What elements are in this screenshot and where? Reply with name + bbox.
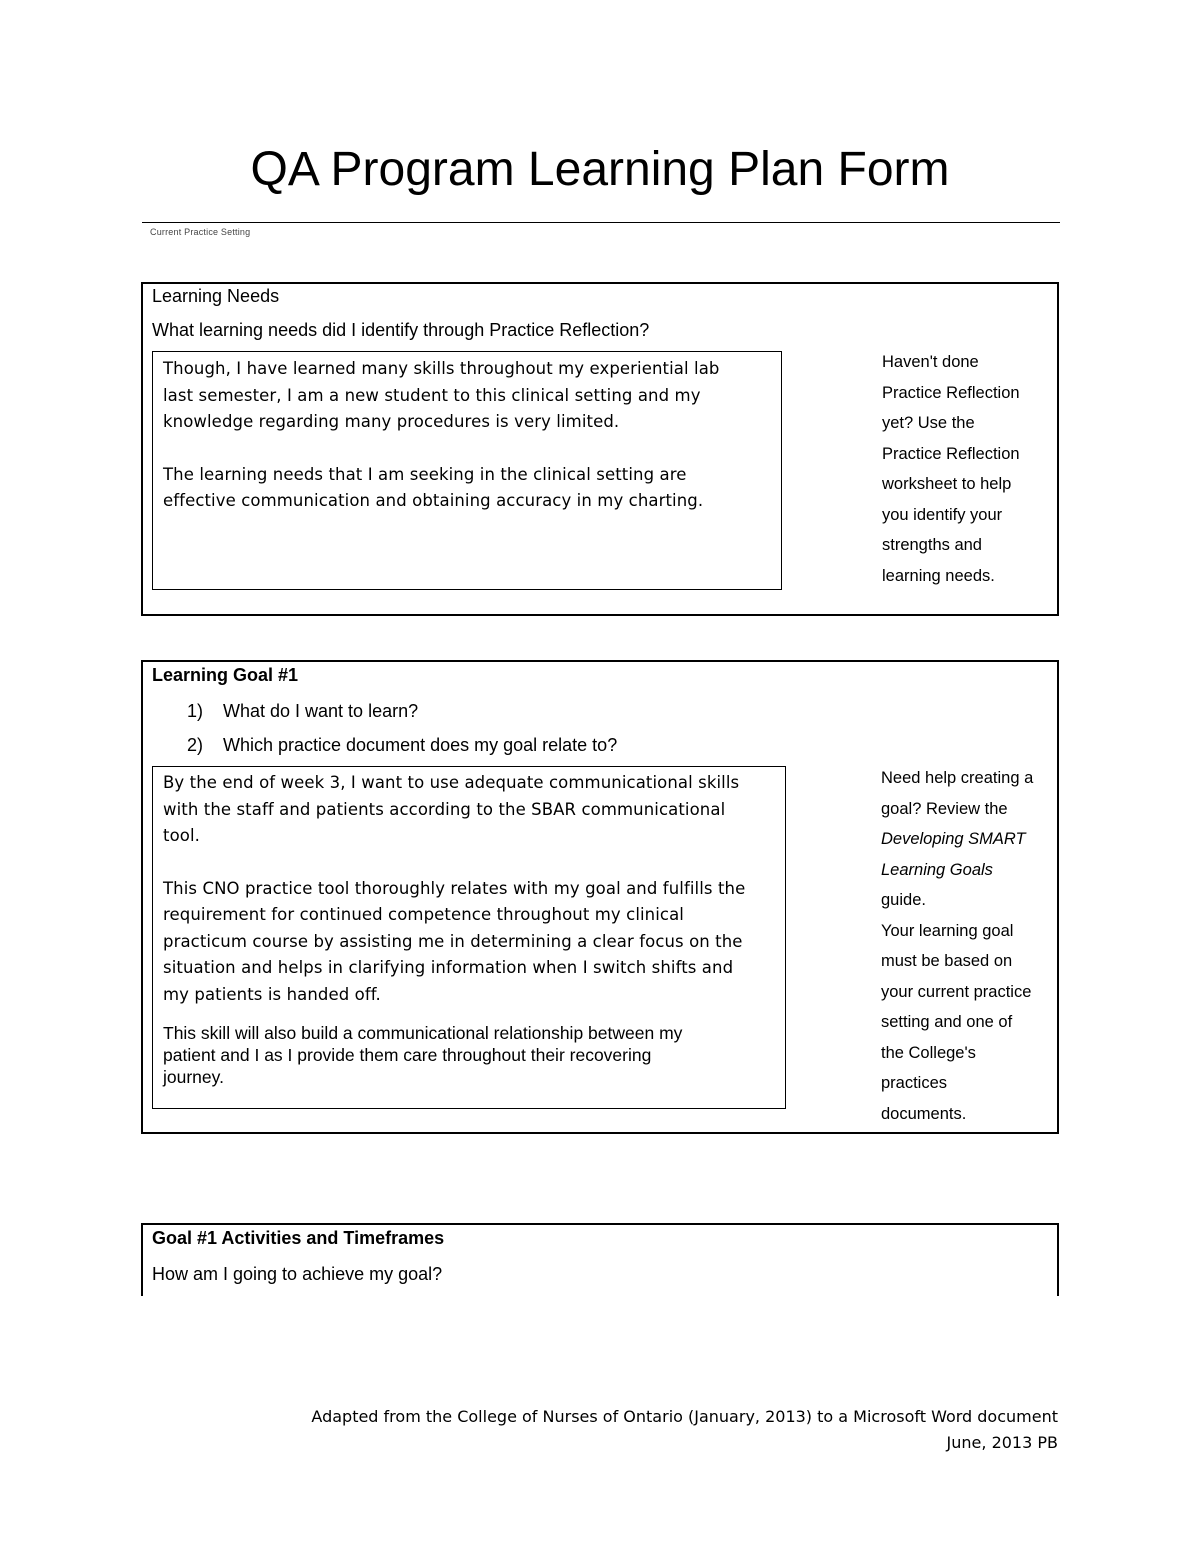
page-footer	[311, 1404, 1058, 1456]
side-note-line: your current practice	[881, 982, 1032, 1001]
side-note-line: Haven't done	[882, 353, 979, 371]
activities-heading: Goal #1 Activities and Timeframes	[152, 1228, 445, 1248]
question-number: 1)	[187, 701, 204, 721]
side-note-line: Your learning goal	[881, 921, 1014, 940]
learning-goal-answer-paragraph-3	[163, 1022, 775, 1088]
answer-line: patient and I as I provide them care throughout their recovering	[163, 1045, 652, 1065]
practice-setting-line[interactable]	[142, 222, 1060, 223]
learning-needs-answer-paragraph-2	[163, 462, 771, 515]
learning-needs-side-note	[882, 347, 1062, 591]
side-note-line: yet? Use the	[882, 414, 975, 432]
answer-line: By the end of week 3, I want to use adequate communicational skills	[163, 773, 740, 792]
learning-goal-question-2	[187, 735, 617, 756]
learning-goal-side-note	[881, 763, 1056, 1129]
side-note-line: setting and one of	[881, 1013, 1013, 1031]
learning-goal-heading: Learning Goal #1	[152, 665, 299, 685]
footer-attribution: Adapted from the College of Nurses of Ontario (January, 2013) to a Microsoft Word document	[311, 1407, 1058, 1426]
learning-needs-answer-paragraph-1	[163, 356, 771, 436]
answer-line: with the staff and patients according to the SBAR communicational	[163, 799, 726, 819]
learning-needs-question: What learning needs did I identify through Practice Reflection?	[152, 320, 650, 340]
footer-date: June, 2013 PB	[946, 1433, 1058, 1452]
side-note-line: learning needs.	[882, 566, 995, 585]
answer-line: This CNO practice tool thoroughly relates with my goal and fulfills the	[163, 878, 746, 898]
learning-needs-answer-box[interactable]	[152, 351, 782, 590]
practice-setting-label: Current Practice Setting	[150, 227, 251, 237]
answer-line: effective communication and obtaining accuracy in my charting.	[163, 491, 704, 510]
answer-line: Though, I have learned many skills throughout my experiential lab	[163, 359, 720, 378]
learning-needs-heading: Learning Needs	[152, 286, 280, 306]
side-note-line: practices	[881, 1074, 948, 1092]
answer-line: tool.	[163, 826, 200, 845]
answer-line: The learning needs that I am seeking in the clinical setting are	[163, 464, 687, 484]
answer-line: This skill will also build a communicational relationship between my	[163, 1023, 683, 1043]
side-note-line: documents.	[881, 1104, 967, 1123]
question-number: 2)	[187, 735, 204, 755]
side-note-line: worksheet to help	[882, 475, 1012, 493]
side-note-line: you identify your	[882, 505, 1003, 524]
question-text: Which practice document does my goal relate to?	[223, 735, 618, 755]
answer-line: last semester, I am a new student to this clinical setting and my	[163, 385, 701, 405]
activities-question: How am I going to achieve my goal?	[152, 1264, 443, 1284]
side-note-line: Practice Reflection	[882, 383, 1020, 402]
side-note-line: Practice Reflection	[882, 444, 1020, 463]
side-note-line: goal? Review the	[881, 799, 1008, 818]
side-note-line: must be based on	[881, 952, 1013, 970]
answer-line: situation and helps in clarifying information when I switch shifts and	[163, 958, 734, 977]
answer-line: journey.	[163, 1067, 224, 1087]
answer-line: knowledge regarding many procedures is very limited.	[163, 412, 620, 431]
answer-line: requirement for continued competence throughout my clinical	[163, 905, 684, 924]
side-note-line: Need help creating a	[881, 769, 1034, 787]
page-title: QA Program Learning Plan Form	[250, 143, 950, 196]
side-note-guide-title[interactable]: Developing SMART	[881, 830, 1026, 848]
side-note-guide-title[interactable]: Learning Goals	[881, 860, 993, 879]
learning-goal-answer-paragraph-1	[163, 770, 775, 850]
learning-goal-question-1	[187, 701, 418, 722]
learning-goal-answer-paragraph-2	[163, 876, 775, 1009]
learning-goal-answer-box[interactable]	[152, 766, 786, 1109]
answer-line: practicum course by assisting me in determining a clear focus on the	[163, 931, 743, 951]
side-note-line: guide.	[881, 891, 926, 909]
answer-line: my patients is handed off.	[163, 984, 381, 1004]
side-note-line: the College's	[881, 1043, 976, 1062]
side-note-line: strengths and	[882, 536, 982, 554]
question-text: What do I want to learn?	[223, 701, 419, 721]
